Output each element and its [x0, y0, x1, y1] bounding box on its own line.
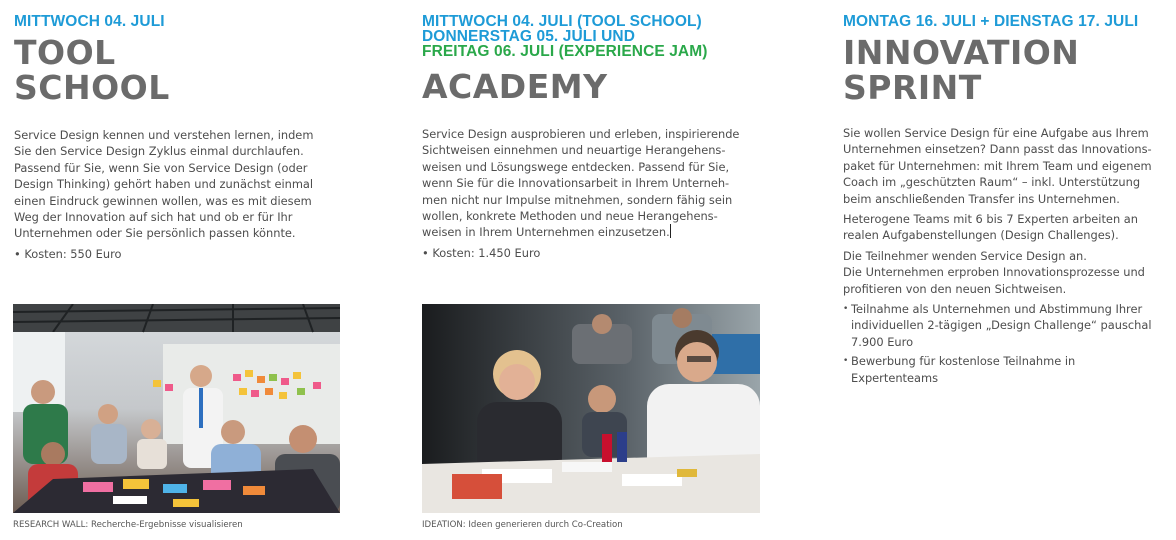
photo-caption: RESEARCH WALL: Recherche-Ergebnisse visualisieren — [13, 520, 243, 530]
column-academy — [422, 14, 762, 261]
photo-research-wall — [13, 304, 340, 513]
photo-ideation — [422, 304, 760, 513]
section-title: TOOL SCHOOL — [14, 33, 170, 107]
description — [843, 125, 1161, 386]
description-paragraph: Heterogene Teams mit 6 bis 7 Experten arbeiten an realen Aufgabenstellungen (Design Challenges). — [843, 212, 1138, 243]
description-paragraph: Sie wollen Service Design für eine Aufgabe aus Ihrem Unternehmen einsetzen? Dann passt das Innovations-paket für Unternehmen: mit Ihrem Team und eigenem Coach im „geschützten Raum“ – inkl. Unterstützung beim anschließenden Transfer ins Unternehmen. — [843, 126, 1152, 206]
bullet-item: • Bewerbung für kostenlose Teilnahme in Expertenteams — [843, 353, 1161, 386]
date-heading: MITTWOCH 04. JULI (TOOL SCHOOL) DONNERSTAG 05. JULI UND FREITAG 06. JULI (EXPERIENCE JAM) — [422, 13, 708, 60]
cost-line: • Kosten: 550 Euro — [14, 246, 122, 261]
section-title: INNOVATION SPRINT — [843, 33, 1080, 107]
description-paragraph: Service Design kennen und verstehen lernen, indem Sie den Service Design Zyklus einmal durchlaufen. Passend für Sie, wenn Sie von Service Design (oder Design Thinking) gehört haben und zunächst einmal einen Eindruck gewinnen wollen, was es mit diesem Weg der Innovation auf sich hat und ob er für Ihr Unternehmen oder Sie persönlich passen könnte. — [14, 128, 314, 241]
photo-caption: IDEATION: Ideen generieren durch Co-Creation — [422, 520, 623, 530]
bullet-item: • Teilnahme als Unternehmen und Abstimmung Ihrer individuellen 2-tägigen „Design Challenge“ pauschal 7.900 Euro — [843, 301, 1161, 350]
date-heading: MONTAG 16. JULI + DIENSTAG 17. JULI — [843, 13, 1139, 30]
description-paragraph: Service Design ausprobieren und erleben, inspirierende Sichtweisen einnehmen und neuartige Herangehens-weisen und Lösungswege entdecken. Passend für Sie, wenn Sie für die Innovationsarbeit in Ihrem Unterneh-men nicht nur Impulse mitnehmen, sondern fähig sein wollen, konkrete Methoden und neue Herangehens-weisen in Ihrem Unternehmen einzusetzen. — [422, 127, 740, 240]
date-heading: MITTWOCH 04. JULI — [14, 13, 165, 30]
bullet-list — [843, 301, 1161, 386]
description — [422, 126, 752, 261]
description-paragraph: Die Teilnehmer wenden Service Design an. — [843, 248, 1087, 263]
cost-line: • Kosten: 1.450 Euro — [422, 245, 541, 260]
column-innovation-sprint — [843, 14, 1168, 389]
description — [14, 127, 326, 262]
column-tool-school — [14, 14, 344, 262]
section-title: ACADEMY — [422, 67, 608, 106]
description-paragraph: Die Unternehmen erproben Innovationsprozesse und profitieren von den neuen Sichtweisen. — [843, 265, 1145, 296]
text-cursor — [670, 224, 671, 238]
